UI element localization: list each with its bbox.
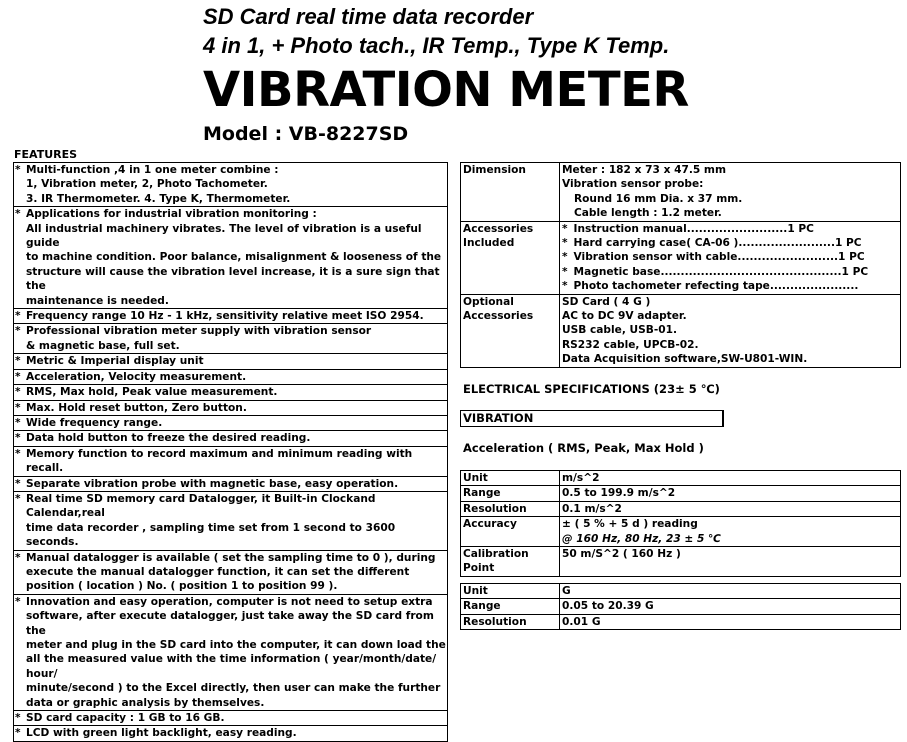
- subtitle-line-2: 4 in 1, + Photo tach., IR Temp., Type K Temp.: [203, 33, 670, 58]
- bullet-star: *: [14, 446, 24, 476]
- page-title: VIBRATION METER: [203, 62, 689, 118]
- unit-label: Unit: [461, 471, 560, 486]
- feature-line: maintenance is needed.: [26, 294, 169, 307]
- feature-line: RMS, Max hold, Peak value measurement.: [26, 386, 278, 399]
- bullet-star: *: [14, 163, 24, 207]
- unit-value: m/s^2: [560, 471, 901, 486]
- feature-text: [23, 594, 448, 710]
- acceleration-heading: Acceleration ( RMS, Peak, Max Hold ): [463, 441, 704, 455]
- dimension-line: Meter : 182 x 73 x 47.5 mm: [562, 164, 726, 176]
- vibration-label: VIBRATION: [460, 410, 724, 427]
- accessory-dots: .............................................: [660, 265, 842, 278]
- feature-text: [23, 163, 448, 207]
- feature-row: [14, 726, 448, 741]
- optional-row: [461, 294, 901, 367]
- feature-line: Max. Hold reset button, Zero button.: [26, 401, 247, 414]
- feature-text: [23, 476, 448, 491]
- range-value: 0.5 to 199.9 m/s^2: [560, 486, 901, 501]
- resolution-label: Resolution: [461, 501, 560, 516]
- calibration-label: Calibration Point: [461, 547, 560, 577]
- feature-row: [14, 594, 448, 710]
- resolution2-row: [461, 614, 901, 629]
- feature-line: Innovation and easy operation, computer is not need to setup extra: [26, 595, 433, 608]
- accessory-qty: 1 PC: [838, 251, 865, 264]
- accessory-dots: .........................: [737, 251, 839, 264]
- optional-item: USB cable, USB-01.: [562, 324, 678, 337]
- model-number: Model : VB-8227SD: [203, 123, 409, 145]
- feature-text: [23, 711, 448, 726]
- dimension-label: Dimension: [461, 163, 560, 222]
- accessory-text: Instruction manual: [573, 222, 687, 235]
- accessories-row: [461, 221, 901, 294]
- resolution2-value: 0.01 G: [560, 614, 901, 629]
- subtitle-line-1: SD Card real time data recorder: [203, 4, 534, 29]
- bullet-star: *: [14, 726, 24, 741]
- feature-row: [14, 324, 448, 354]
- accessory-dots: .........................: [686, 222, 788, 235]
- bullet-star: *: [14, 400, 24, 415]
- calibration-value: 50 m/S^2 ( 160 Hz ): [560, 547, 901, 577]
- unit2-value: G: [560, 583, 901, 598]
- dimension-line: Cable length : 1.2 meter.: [574, 207, 722, 220]
- dimension-row: [461, 163, 901, 222]
- accuracy-row: [461, 517, 901, 547]
- accessory-text: Photo tachometer refecting tape: [573, 280, 770, 293]
- bullet-star: *: [14, 431, 24, 446]
- optional-item: SD Card ( 4 G ): [562, 295, 651, 308]
- accessory-star: *: [562, 251, 568, 264]
- feature-line: Frequency range 10 Hz - 1 kHz, sensitivity relative meet ISO 2954.: [26, 310, 424, 323]
- accessory-text: Vibration sensor with cable: [573, 251, 738, 264]
- calibration-row: [461, 547, 901, 577]
- feature-line: LCD with green light backlight, easy reading.: [26, 727, 297, 740]
- feature-text: [23, 446, 448, 476]
- accuracy-label: Accuracy: [461, 517, 560, 547]
- accessory-dots: ......................: [769, 280, 859, 293]
- feature-text: [23, 400, 448, 415]
- feature-line: Data hold button to freeze the desired reading.: [26, 432, 311, 445]
- accessory-item: [562, 222, 900, 236]
- accessory-qty: 1 PC: [787, 222, 814, 235]
- feature-row: [14, 400, 448, 415]
- feature-line: Wide frequency range.: [26, 416, 163, 429]
- feature-row: [14, 369, 448, 384]
- feature-line: 3. IR Thermometer. 4. Type K, Thermometer.: [26, 192, 291, 205]
- bullet-star: *: [14, 385, 24, 400]
- dimension-line: Round 16 mm Dia. x 37 mm.: [574, 192, 743, 205]
- feature-text: [23, 207, 448, 309]
- bullet-star: *: [14, 550, 24, 594]
- accessory-qty: 1 PC: [841, 265, 869, 278]
- bullet-star: *: [14, 711, 24, 726]
- feature-row: [14, 711, 448, 726]
- accuracy-condition: @ 160 Hz, 80 Hz, 23 ± 5 ℃: [562, 532, 721, 545]
- dimension-value: [560, 163, 901, 222]
- feature-row: [14, 207, 448, 309]
- feature-line: position ( location ) No. ( position 1 to position 99 ).: [26, 580, 338, 593]
- feature-row: [14, 309, 448, 324]
- accessory-star: *: [562, 265, 568, 278]
- accessory-item: [562, 236, 900, 250]
- feature-line: & magnetic base, full set.: [26, 339, 180, 352]
- range-row: [461, 486, 901, 501]
- feature-text: [23, 726, 448, 741]
- features-heading: FEATURES: [14, 148, 78, 161]
- resolution-row: [461, 501, 901, 516]
- accessory-dots: ........................: [738, 237, 835, 250]
- bullet-star: *: [14, 324, 24, 354]
- unit-row: [461, 471, 901, 486]
- feature-text: [23, 415, 448, 430]
- resolution-value: 0.1 m/s^2: [560, 501, 901, 516]
- accuracy-text: ± ( 5 % + 5 d ) reading: [562, 518, 698, 531]
- feature-line: Professional vibration meter supply with vibration sensor: [26, 325, 372, 338]
- optional-item: AC to DC 9V adapter.: [562, 310, 687, 323]
- feature-row: [14, 431, 448, 446]
- feature-row: [14, 476, 448, 491]
- feature-text: [23, 354, 448, 369]
- unit2-row: [461, 583, 901, 598]
- accessory-item: [562, 279, 900, 293]
- resolution2-label: Resolution: [461, 614, 560, 629]
- optional-label: Optional Accessories: [461, 294, 560, 367]
- bullet-star: *: [14, 354, 24, 369]
- bullet-star: *: [14, 476, 24, 491]
- accessory-text: Magnetic base: [573, 265, 661, 278]
- feature-line: Manual datalogger is available ( set the sampling time to 0 ), during: [26, 551, 436, 564]
- feature-text: [23, 550, 448, 594]
- feature-row: [14, 415, 448, 430]
- accessory-star: *: [562, 222, 568, 235]
- feature-text: [23, 324, 448, 354]
- feature-row: [14, 491, 448, 550]
- bullet-star: *: [14, 491, 24, 550]
- feature-line: software, after execute datalogger, just take away the SD card from the: [26, 610, 434, 637]
- range2-label: Range: [461, 599, 560, 614]
- spec-table: [460, 162, 901, 368]
- feature-line: 1, Vibration meter, 2, Photo Tachometer.: [26, 178, 268, 191]
- feature-line: SD card capacity : 1 GB to 16 GB.: [26, 712, 225, 725]
- feature-line: Multi-function ,4 in 1 one meter combine :: [26, 164, 279, 176]
- optional-list: [560, 294, 901, 367]
- feature-text: [23, 369, 448, 384]
- feature-row: [14, 550, 448, 594]
- accessory-text: Hard carrying case( CA-06 ): [573, 237, 739, 250]
- feature-line: Metric & Imperial display unit: [26, 355, 204, 368]
- feature-line: meter and plug in the SD card into the computer, it can down load the: [26, 639, 446, 651]
- accessory-item: [562, 250, 900, 264]
- accuracy-value: [560, 517, 901, 547]
- accessories-list: [560, 221, 901, 294]
- feature-line: execute the manual datalogger function, it can set the different: [26, 565, 410, 578]
- feature-row: [14, 354, 448, 369]
- features-table: [13, 162, 448, 742]
- feature-line: time data recorder , sampling time set from 1 second to 3600 seconds.: [26, 521, 396, 549]
- optional-item: RS232 cable, UPCB-02.: [562, 338, 699, 351]
- accessory-qty: 1 PC: [834, 237, 862, 250]
- optional-item: Data Acquisition software,SW-U801-WIN.: [562, 353, 808, 366]
- accessory-star: *: [562, 237, 568, 250]
- feature-row: [14, 446, 448, 476]
- feature-text: [23, 309, 448, 324]
- feature-text: [23, 491, 448, 550]
- electrical-heading: ELECTRICAL SPECIFICATIONS (23± 5 ℃): [463, 382, 720, 396]
- accessory-item: [562, 265, 900, 279]
- accessory-star: *: [562, 280, 568, 293]
- feature-line: Applications for industrial vibration monitoring :: [26, 208, 317, 221]
- feature-row: [14, 163, 448, 207]
- bullet-star: *: [14, 309, 24, 324]
- bullet-star: *: [14, 369, 24, 384]
- acceleration-table: [460, 470, 901, 630]
- feature-line: Acceleration, Velocity measurement.: [26, 370, 247, 383]
- feature-line: to machine condition. Poor balance, misalignment & looseness of the: [26, 251, 442, 264]
- feature-line: minute/second ) to the Excel directly, then user can make the further: [26, 682, 441, 695]
- feature-line: Separate vibration probe with magnetic base, easy operation.: [26, 477, 399, 490]
- bullet-star: *: [14, 594, 24, 710]
- feature-line: structure will cause the vibration level increase, it is a sure sign that the: [26, 265, 440, 293]
- feature-row: [14, 385, 448, 400]
- feature-line: data or graphic analysis by themselves.: [26, 696, 265, 709]
- dimension-line: Vibration sensor probe:: [562, 178, 704, 191]
- feature-line: Real time SD memory card Datalogger, it Built-in Clockand Calendar,real: [26, 492, 376, 520]
- range2-value: 0.05 to 20.39 G: [560, 599, 901, 614]
- range-label: Range: [461, 486, 560, 501]
- feature-line: Memory function to record maximum and minimum reading with recall.: [26, 447, 413, 475]
- feature-line: all the measured value with the time information ( year/month/date/ hour/: [26, 653, 437, 680]
- range2-row: [461, 599, 901, 614]
- unit2-label: Unit: [461, 583, 560, 598]
- feature-line: All industrial machinery vibrates. The level of vibration is a useful guide: [26, 222, 422, 250]
- feature-text: [23, 385, 448, 400]
- bullet-star: *: [14, 207, 24, 309]
- bullet-star: *: [14, 415, 24, 430]
- accessories-label: Accessories Included: [461, 221, 560, 294]
- feature-text: [23, 431, 448, 446]
